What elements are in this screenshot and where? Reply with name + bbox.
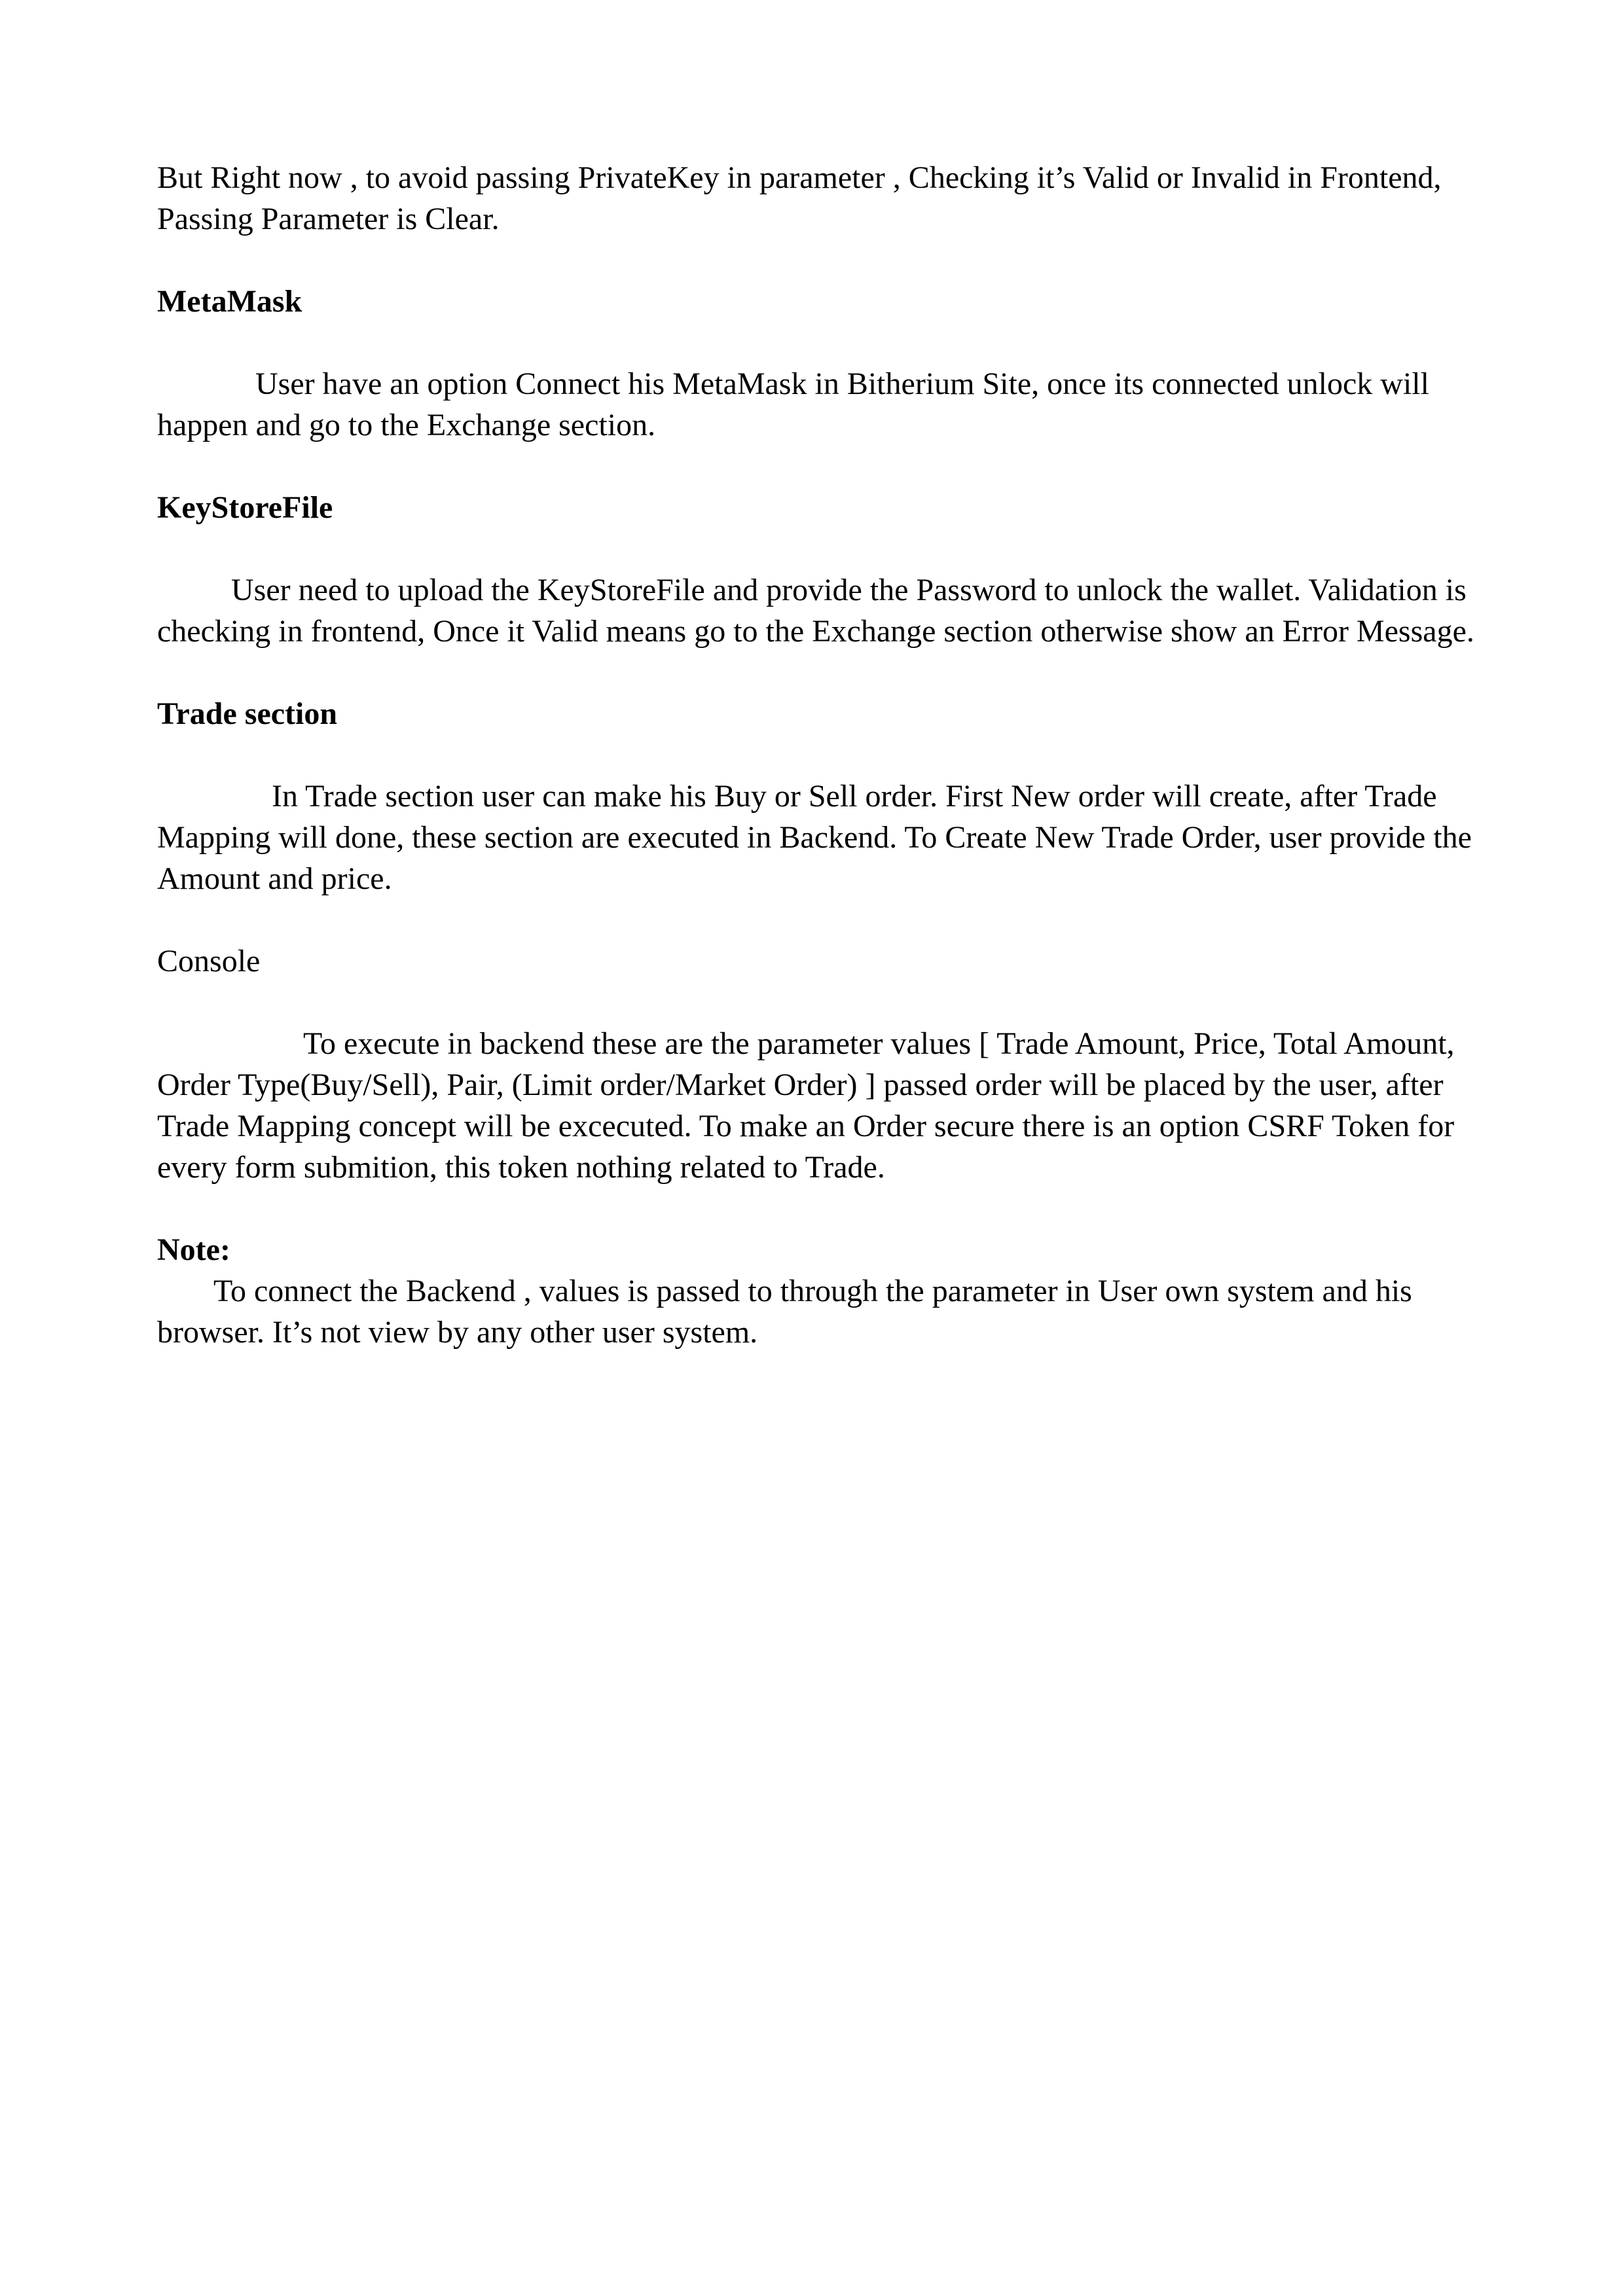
note-paragraph: To connect the Backend , values is passed to through the parameter in User own system and his browser. It’s not view by any other user system. — [157, 1274, 1412, 1350]
note-heading: Note: — [157, 1232, 230, 1267]
trade-section-heading: Trade section — [157, 696, 338, 731]
console-paragraph: To execute in backend these are the parameter values [ Trade Amount, Price, Total Amount, Order Type(Buy/Sell), Pair, (Limit order/Market Order) ] passed order will be placed by the user, after Trade Mapping concept will be excecuted. To make an Order secure there is an option CSRF Token for every form submition, this token nothing related to Trade. — [157, 1026, 1455, 1185]
trade-section-paragraph: In Trade section user can make his Buy or Sell order. First New order will create, after Trade Mapping will done, these section are executed in Backend. To Create New Trade Order, user provide the Amount and price. — [157, 779, 1472, 896]
intro-paragraph: But Right now , to avoid passing PrivateKey in parameter , Checking it’s Valid or Invalid in Frontend, Passing Parameter is Clear. — [157, 160, 1442, 236]
keystorefile-heading: KeyStoreFile — [157, 490, 333, 525]
metamask-paragraph: User have an option Connect his MetaMask in Bitherium Site, once its connected unlock will happen and go to the Exchange section. — [157, 367, 1429, 442]
document-body — [157, 157, 1486, 1353]
metamask-heading: MetaMask — [157, 284, 302, 319]
console-heading: Console — [157, 944, 261, 978]
keystorefile-paragraph: User need to upload the KeyStoreFile and provide the Password to unlock the wallet. Validation is checking in frontend, Once it Valid means go to the Exchange section otherwise show an Error Message. — [157, 573, 1474, 649]
